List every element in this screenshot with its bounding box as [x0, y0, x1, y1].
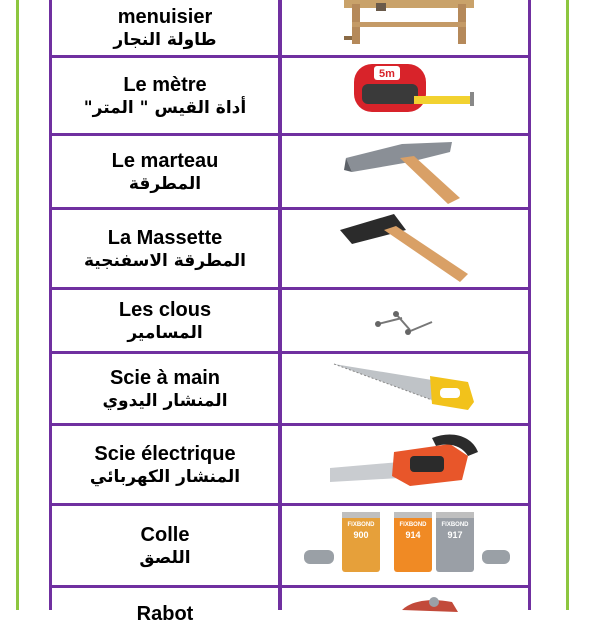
page-border-right [566, 0, 569, 610]
french-word: Les clous [118, 298, 212, 321]
french-word: Scie électrique [94, 442, 236, 465]
arabic-word: المطرقة [128, 173, 202, 194]
french-word: La Massette [107, 226, 223, 249]
image-cell [282, 136, 528, 207]
hammer-icon [282, 136, 528, 207]
table-row [49, 287, 531, 351]
word-cell [52, 290, 278, 351]
word-cell [52, 588, 278, 628]
image-cell [282, 290, 528, 351]
word-cell [52, 426, 278, 503]
image-cell [282, 210, 528, 287]
plane-icon [282, 588, 528, 628]
word-cell [52, 354, 278, 423]
french-word: Rabot [136, 603, 194, 625]
word-cell [52, 136, 278, 207]
image-cell [282, 506, 528, 585]
french-word: Le mètre [123, 73, 207, 96]
french-word: Scie à main [109, 366, 221, 389]
image-cell [282, 588, 528, 628]
can-number: 900 [353, 530, 369, 540]
glue-cans-icon [282, 506, 528, 585]
french-word: Colle [140, 523, 190, 546]
word-cell [52, 0, 278, 55]
arabic-word: المنشار الكهربائي [89, 466, 241, 487]
image-cell [282, 0, 528, 55]
table-row [49, 133, 531, 207]
tape-label: 5m [379, 68, 395, 80]
table-row [49, 207, 531, 287]
nails-icon [282, 290, 528, 351]
can-brand: FIXBOND [441, 522, 469, 528]
image-cell [282, 354, 528, 423]
tape-measure-icon [282, 58, 528, 133]
arabic-word: أداة القيس " المتر" [83, 97, 247, 118]
arabic-word: المنشار اليدوي [102, 390, 228, 411]
french-word: menuisier [117, 5, 213, 28]
table-row [49, 585, 531, 625]
arabic-word: اللصق [139, 547, 191, 568]
arabic-word: طاولة النجار [113, 29, 217, 50]
can-brand: FIXBOND [347, 522, 375, 528]
table-row [49, 503, 531, 585]
image-cell [282, 58, 528, 133]
can-brand: FIXBOND [399, 522, 427, 528]
table-row [49, 0, 531, 55]
mallet-icon [282, 210, 528, 287]
hand-saw-icon [282, 354, 528, 423]
table-row [49, 55, 531, 133]
page-border-left [16, 0, 19, 610]
word-cell [52, 58, 278, 133]
word-cell [52, 210, 278, 287]
word-cell [52, 506, 278, 585]
arabic-word: المسامير [127, 322, 203, 343]
table-row [49, 423, 531, 503]
vocabulary-table [49, 0, 531, 625]
table-row [49, 351, 531, 423]
can-number: 914 [405, 530, 421, 540]
french-word: Le marteau [111, 149, 219, 172]
arabic-word: المطرقة الاسفنجية [84, 250, 246, 271]
image-cell [282, 426, 528, 503]
workbench-icon [282, 0, 528, 55]
can-number: 917 [447, 530, 463, 540]
electric-saw-icon [282, 426, 528, 503]
